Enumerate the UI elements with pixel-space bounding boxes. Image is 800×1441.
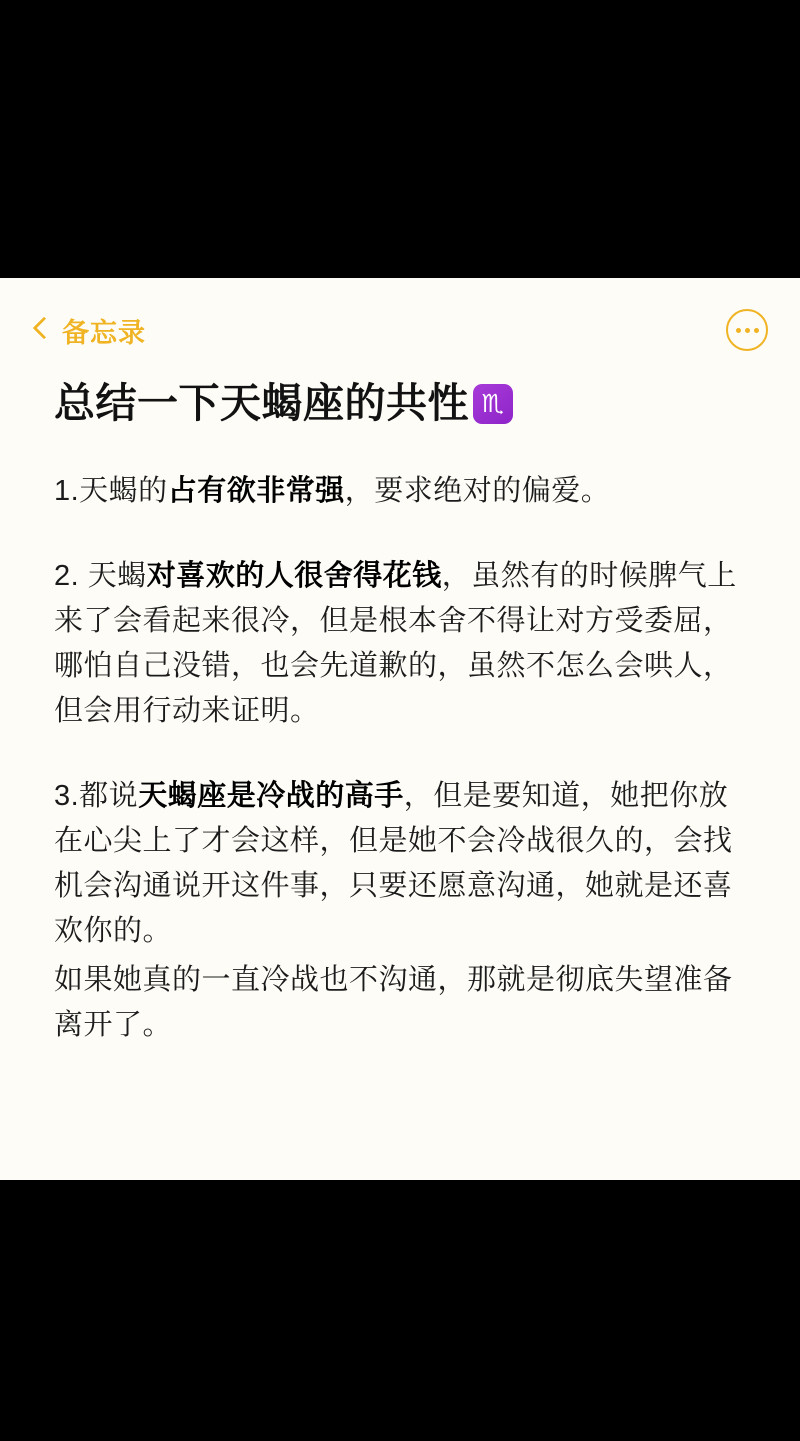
ellipsis-dot	[754, 328, 759, 333]
text-plain: 2. 天蝎	[54, 560, 147, 593]
text-plain: 1.天蝎的	[54, 475, 168, 508]
text-bold: 对喜欢的人很舍得花钱	[146, 560, 442, 593]
note-paragraph-3	[54, 774, 746, 954]
note-title	[54, 378, 768, 429]
note-paragraph-1	[54, 469, 746, 514]
ellipsis-dot	[736, 328, 741, 333]
back-button-label: 备忘录	[62, 317, 146, 348]
text-bold: 占有欲非常强	[167, 475, 345, 508]
note-paragraph-2	[54, 554, 746, 734]
text-plain: ，但是要知道，她把你放在心尖上了才会这样，但是她不会冷战很久的，会找机会沟通说开这件事，只要还愿意沟通，她就是还喜欢你的。	[54, 779, 733, 947]
text-bold: 天蝎座是冷战的高手	[138, 779, 404, 812]
back-button[interactable]	[32, 311, 146, 350]
text-plain: 如果她真的一直冷战也不沟通，那就是彻底失望准备离开了。	[54, 963, 733, 1041]
ellipsis-dot	[745, 328, 750, 333]
scorpio-zodiac-badge: ♏	[473, 384, 513, 424]
note-paragraph-3-continued	[54, 958, 746, 1048]
text-plain: ，要求绝对的偏爱。	[344, 475, 611, 508]
ellipsis-circle-icon[interactable]	[726, 309, 768, 351]
chevron-left-icon[interactable]	[32, 315, 52, 345]
note-body	[54, 469, 746, 1047]
note-title-text: 总结一下天蝎座的共性	[54, 380, 469, 426]
letterbox-top	[0, 0, 800, 278]
note-card	[0, 278, 800, 1180]
letterbox-bottom	[0, 1180, 800, 1441]
navigation-bar	[32, 278, 768, 356]
text-plain: ，虽然有的时候脾气上来了会看起来很冷，但是根本舍不得让对方受委屈，哪怕自己没错，也会先道歉的，虽然不怎么会哄人，但会用行动来证明。	[54, 560, 737, 727]
text-plain: 3.都说	[54, 779, 139, 812]
